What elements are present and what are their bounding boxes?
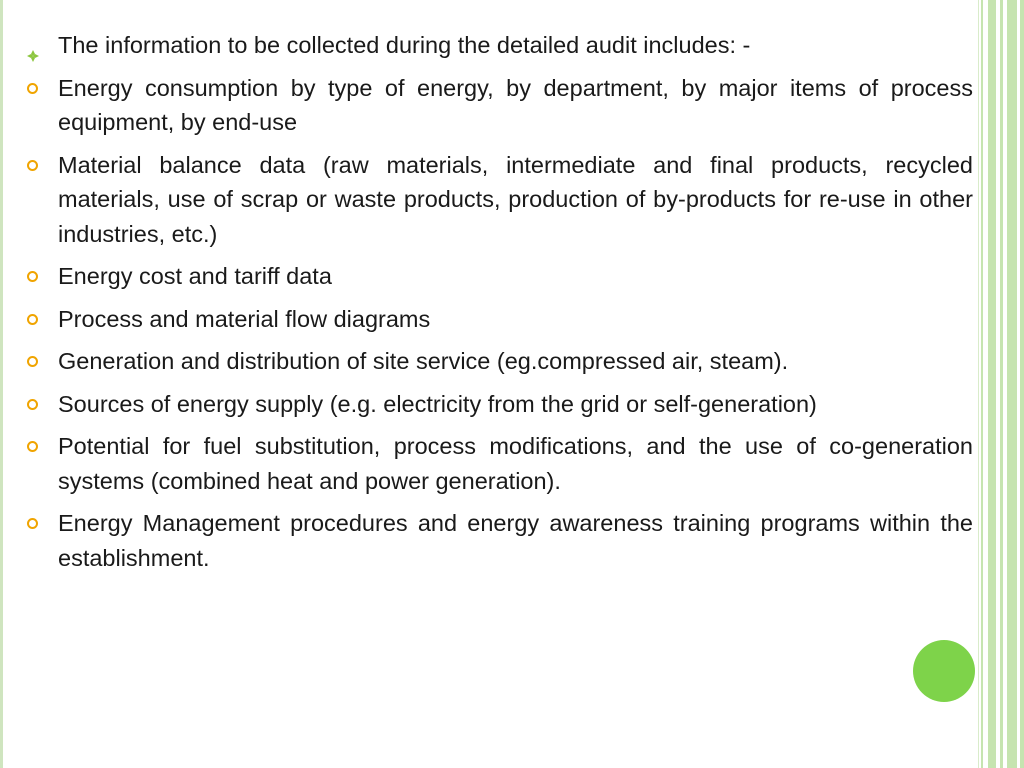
list-item bbox=[26, 302, 973, 337]
list-item bbox=[26, 259, 973, 294]
intro-text: The information to be collected during the detailed audit includes: - bbox=[58, 32, 751, 58]
list-item bbox=[26, 429, 973, 498]
left-edge-line bbox=[0, 0, 3, 768]
list-item-text: Energy Management procedures and energy awareness training programs within the establishment. bbox=[58, 510, 973, 571]
ring-bullet-icon bbox=[26, 397, 40, 411]
list-item bbox=[26, 387, 973, 422]
list-item bbox=[26, 344, 973, 379]
right-decorative-stripes bbox=[978, 0, 1024, 768]
bullet-list bbox=[26, 28, 973, 583]
diamond-bullet-icon bbox=[26, 38, 40, 52]
list-item-text: Process and material flow diagrams bbox=[58, 305, 431, 332]
ring-bullet-icon bbox=[26, 269, 40, 283]
ring-bullet-icon bbox=[26, 439, 40, 453]
list-item-text: Potential for fuel substitution, process modifications, and the use of co-generation systems (combined heat and power generation). bbox=[58, 433, 973, 494]
ring-bullet-icon bbox=[26, 158, 40, 172]
list-item bbox=[26, 506, 973, 575]
list-item-text: Material balance data (raw materials, intermediate and final products, recycled materials, use of scrap or waste products, production of by-products for re-use in other industries, etc.) bbox=[58, 151, 973, 247]
ring-bullet-icon bbox=[26, 516, 40, 530]
list-item-text: Energy consumption by type of energy, by department, by major items of process equipment, by end-use bbox=[58, 74, 973, 135]
ring-bullet-icon bbox=[26, 312, 40, 326]
ring-bullet-icon bbox=[26, 81, 40, 95]
list-item-text: Sources of energy supply (e.g. electricity from the grid or self-generation) bbox=[58, 390, 817, 417]
list-item-text: Generation and distribution of site service (eg.compressed air, steam). bbox=[58, 348, 789, 374]
green-circle-decoration bbox=[913, 640, 975, 702]
list-item bbox=[26, 148, 973, 252]
list-item-text: Energy cost and tariff data bbox=[58, 263, 332, 289]
ring-bullet-icon bbox=[26, 354, 40, 368]
intro-bullet bbox=[26, 28, 973, 63]
list-item bbox=[26, 71, 973, 140]
